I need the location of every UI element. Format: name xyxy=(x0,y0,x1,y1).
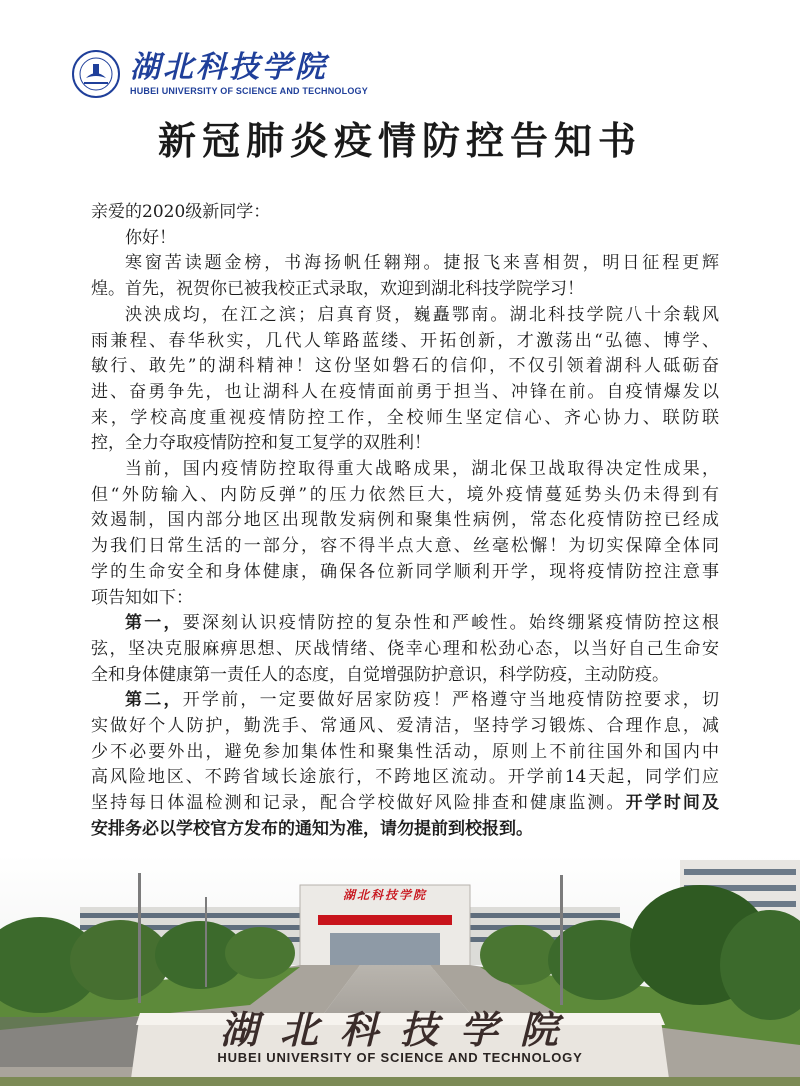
gate-sign-text: 湖北科技学院 xyxy=(342,888,427,902)
paragraph-line: 项告知如下： xyxy=(91,587,193,608)
paragraph-line xyxy=(91,611,719,637)
paragraph-line: 弦，坚决克服麻痹思想、厌战情绪、侥幸心理和松劲心态，以当好自己生命安 xyxy=(91,638,719,659)
paragraph-text: 要深刻认识疫情防控的复杂性和严峻性。始终绷紧疫情防控这根 xyxy=(182,613,719,634)
paragraph-line: 高风险地区、不跨省域长途旅行，不跨地区流动。开学前14天起，同学们应 xyxy=(91,767,719,788)
school-name-en: HUBEI UNIVERSITY OF SCIENCE AND TECHNOLOGY xyxy=(130,86,368,96)
letter-body xyxy=(91,200,719,843)
letterhead xyxy=(72,50,472,100)
paragraph-line xyxy=(91,688,719,714)
document-title: 新冠肺炎疫情防控告知书 xyxy=(157,118,642,163)
stone-sign-cn: 湖北科技学院 xyxy=(219,1007,580,1052)
paragraph-line: 效遏制，国内部分地区出现散发病例和聚集性病例，常态化疫情防控已经成 xyxy=(91,510,719,531)
paragraph-line: 敏行、敢先”的湖科精神！这份坚如磐石的信仰，不仅引领着湖科人砥砺奋 xyxy=(91,356,719,377)
university-seal-icon xyxy=(72,50,120,98)
paragraph-line: 但“外防输入、内防反弹”的压力依然巨大，境外疫情蔓延势头仍未得到有 xyxy=(91,484,719,505)
section-lead-second: 第二， xyxy=(125,690,183,711)
emphasis-text: 开学时间及 xyxy=(625,793,719,814)
paragraph-text: 开学前，一定要做好居家防疫！严格遵守当地疫情防控要求，切 xyxy=(182,690,719,711)
paragraph-line: 当前，国内疫情防控取得重大战略成果，湖北保卫战取得决定性成果， xyxy=(125,459,719,480)
paragraph-line: 雨兼程、春华秋实，几代人筚路蓝缕、开拓创新，才激荡出“弘德、博学、 xyxy=(91,330,719,351)
paragraph-line: 安排务必以学校官方发布的通知为准，请勿提前到校报到。 xyxy=(91,818,533,839)
school-name-cn: 湖北科技学院 xyxy=(130,50,328,85)
paragraph-line: 煌。首先，祝贺你已被我校正式录取，欢迎到湖北科技学院学习！ xyxy=(91,279,584,300)
paragraph-line: 来，学校高度重视疫情防控工作，全校师生坚定信心、齐心协力、联防联 xyxy=(91,407,719,428)
paragraph-line: 进、奋勇争先，也让湖科人在疫情面前勇于担当、冲锋在前。自疫情爆发以 xyxy=(91,381,719,402)
paragraph-line: 实做好个人防护，勤洗手、常通风、爱清洁，坚持学习锻炼、合理作息，减 xyxy=(91,716,719,737)
paragraph-line: 全和身体健康第一责任人的态度，自觉增强防护意识，科学防疫，主动防疫。 xyxy=(91,664,669,685)
salutation: 亲爱的2020级新同学： xyxy=(91,202,271,222)
greeting: 你好！ xyxy=(125,227,176,248)
paragraph-line: 为我们日常生活的一部分，容不得半点大意、丝毫松懈！为切实保障全体同 xyxy=(91,536,719,557)
paragraph-line: 泱泱成均，在江之滨；启真育贤，巍矗鄂南。湖北科技学院八十余载风 xyxy=(125,304,719,325)
paragraph-line: 学的生命安全和身体健康，确保各位新同学顺利开学，现将疫情防控注意事 xyxy=(91,561,719,582)
paragraph-line xyxy=(91,791,719,817)
paragraph-line: 寒窗苦读题金榜，书海扬帆任翱翔。捷报飞来喜相贺，明日征程更辉 xyxy=(125,253,719,274)
section-lead-first: 第一， xyxy=(125,613,183,634)
stone-sign-en: HUBEI UNIVERSITY OF SCIENCE AND TECHNOLOGY xyxy=(217,1050,583,1065)
paragraph-line: 控，全力夺取疫情防控和复工复学的双胜利！ xyxy=(91,433,431,454)
paragraph-text: 坚持每日体温检测和记录，配合学校做好风险排查和健康监测。 xyxy=(91,793,626,814)
paragraph-line: 少不必要外出，避免参加集体性和聚集性活动，原则上不前往国外和国内中 xyxy=(91,741,719,762)
